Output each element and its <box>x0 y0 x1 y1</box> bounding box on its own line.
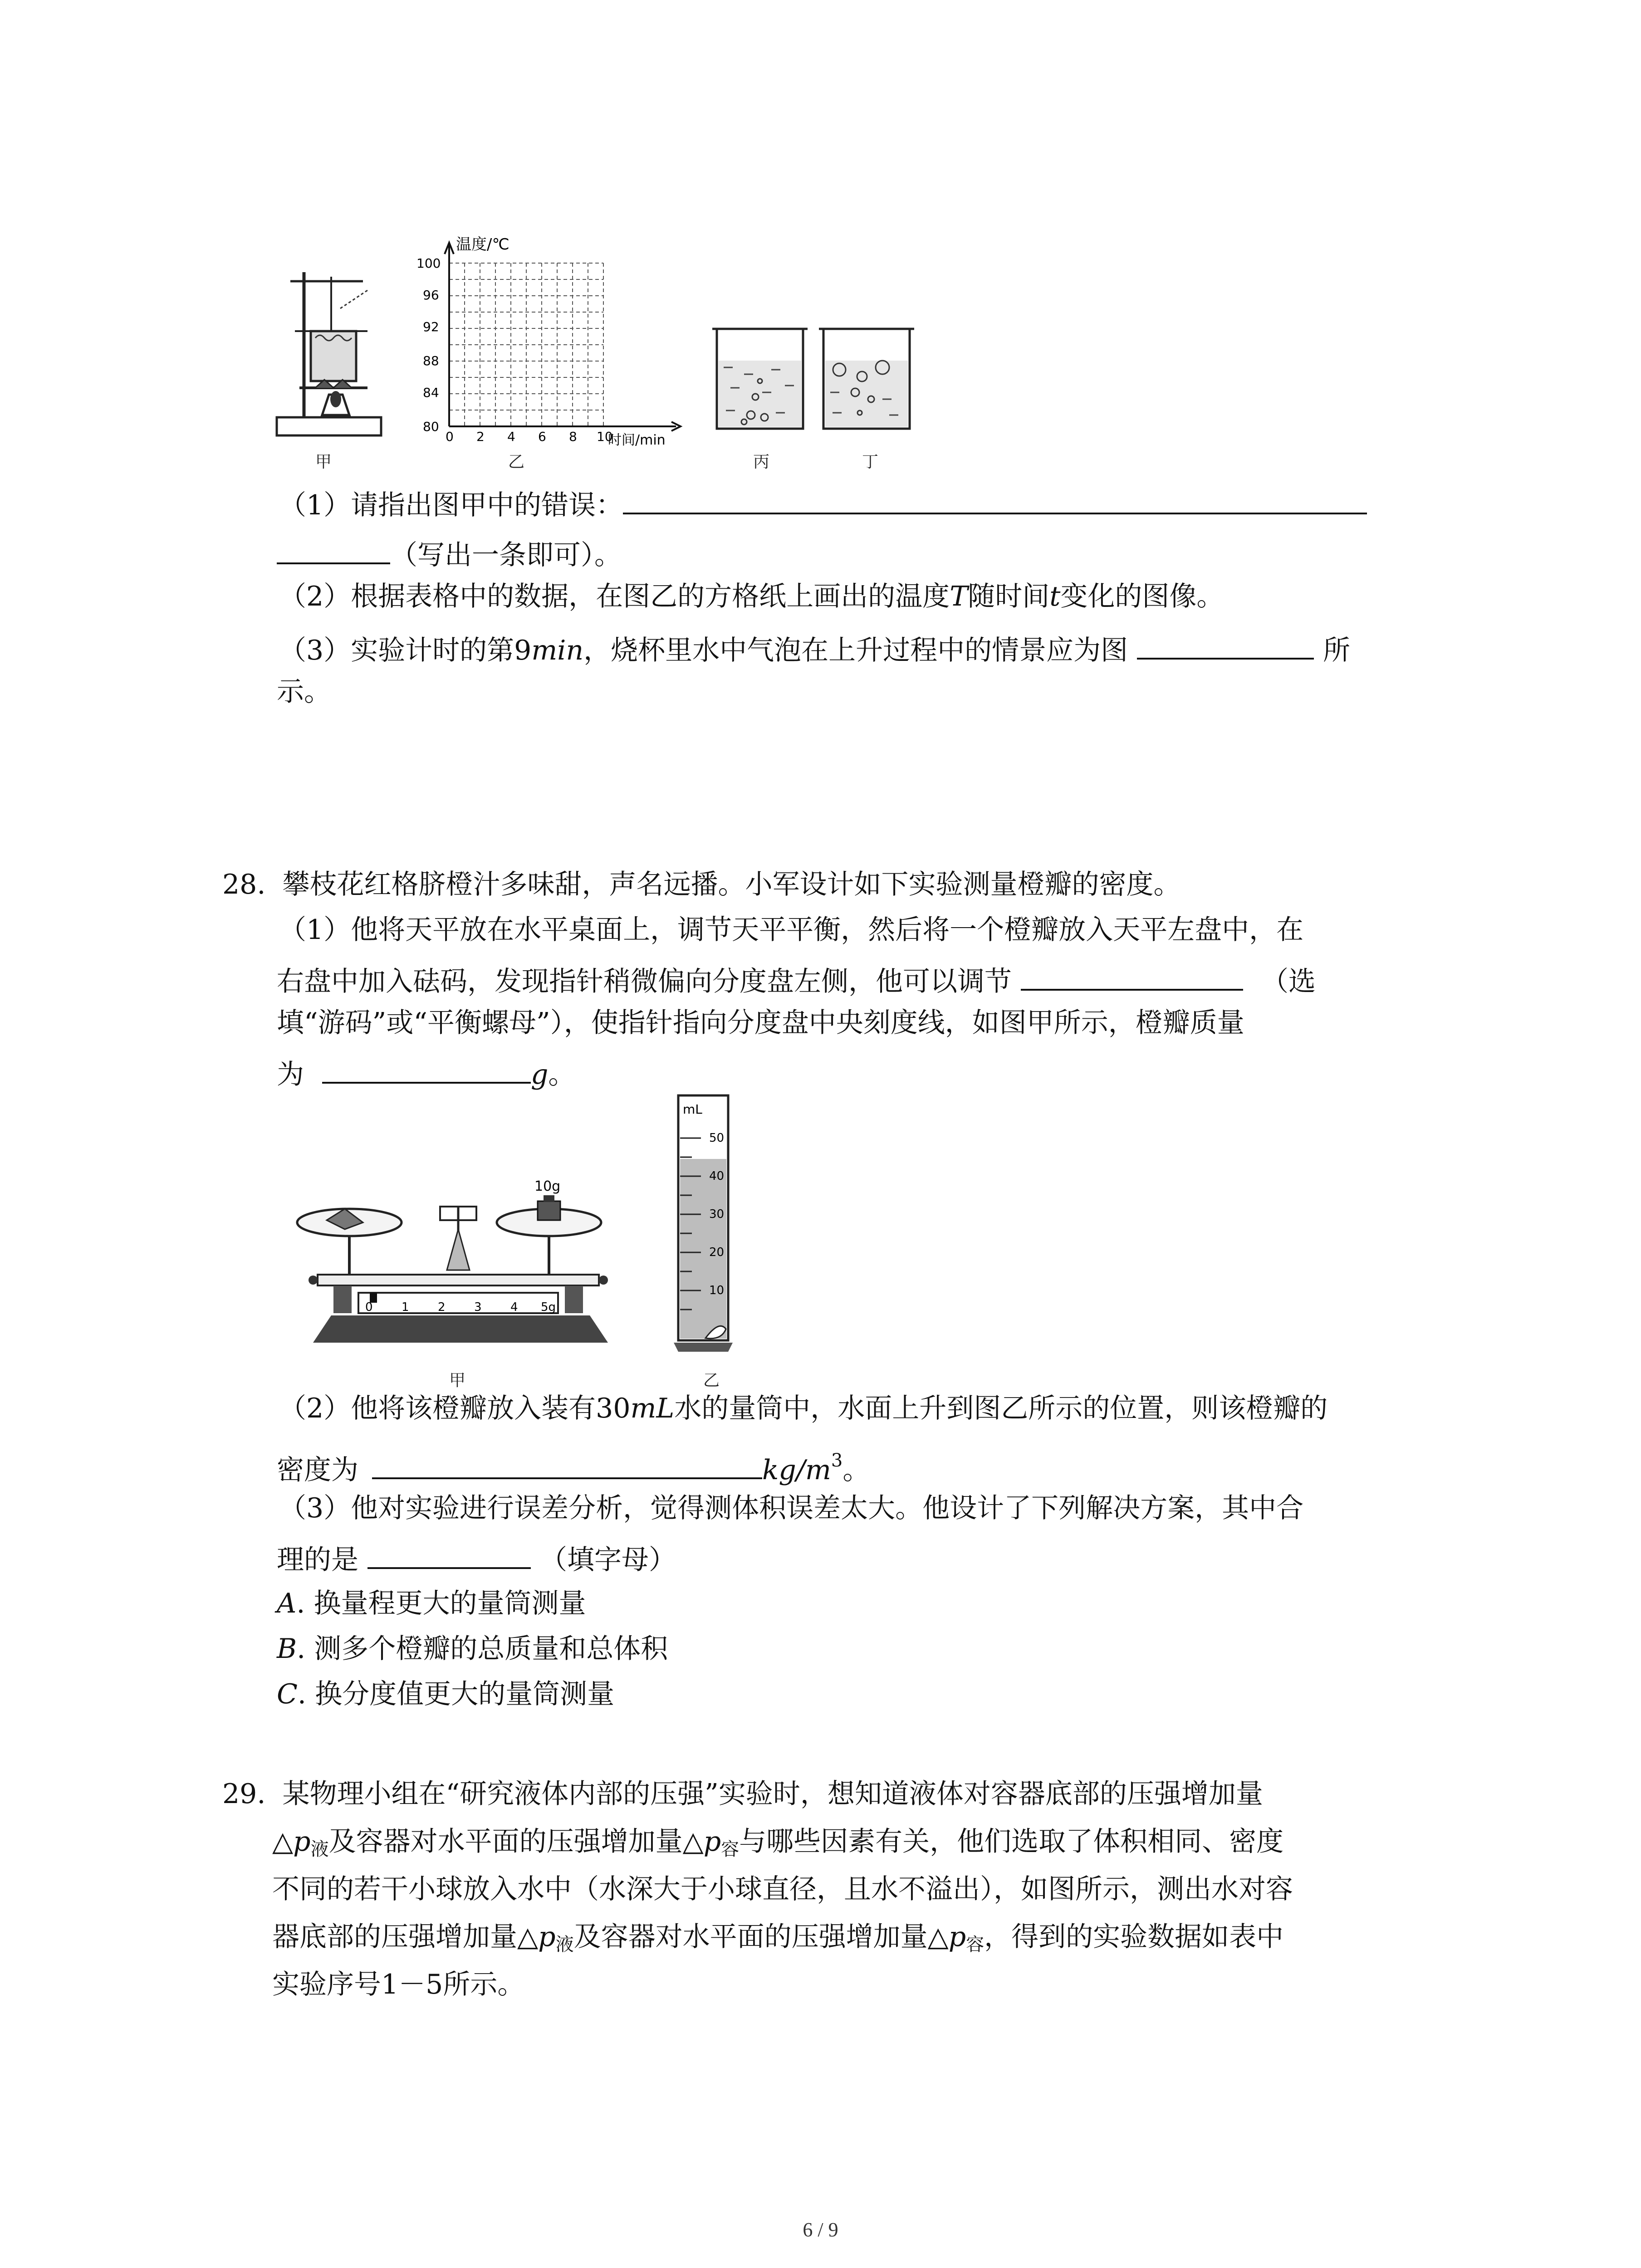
y-tick-label: 80 <box>423 419 439 434</box>
subscript: 容 <box>966 1934 985 1955</box>
var-T: T <box>950 581 968 612</box>
subscript: 液 <box>555 1934 574 1955</box>
q28-option-b[interactable] <box>277 1628 668 1669</box>
q29-text: 某物理小组在“研究液体内部的压强”实验时，想知道液体对容器底部的压强增加量 <box>282 1778 1263 1810</box>
q28-part3-text: （填字母） <box>540 1544 676 1576</box>
grid-lines <box>449 263 603 426</box>
q29-line1 <box>222 1774 1263 1814</box>
fig-apparatus-jia <box>272 263 390 445</box>
q28-part2-text: （2）他将该橙瓣放入装有30 <box>279 1393 631 1424</box>
q28-part2-text: 水的量筒中，水面上升到图乙所示的位置，则该橙瓣的 <box>674 1393 1328 1424</box>
q27-part3 <box>279 626 1350 671</box>
q27-part1-suffix: （写出一条即可）。 <box>390 539 622 571</box>
q28-part1-text: （选 <box>1261 966 1316 997</box>
q28-part3-text: 理的是 <box>277 1544 358 1576</box>
cylinder-tick: 40 <box>709 1169 725 1183</box>
q27-part3-text: ，烧杯里水中气泡在上升过程中的情景应为图 <box>583 635 1128 666</box>
unit-min: min <box>531 635 584 666</box>
x-tick-label: 4 <box>507 429 515 444</box>
delta-symbol: △ <box>272 1826 294 1857</box>
q28-part1-l3: 填“游码”或“平衡螺母”），使指针指向分度盘中央刻度线，如图甲所示，橙瓣质量 <box>277 1007 1244 1039</box>
scale-tick: 0 <box>365 1300 373 1314</box>
subscript: 液 <box>310 1839 329 1860</box>
q29-text: 及容器对水平面的压强增加量△ <box>328 1826 704 1857</box>
q28-part1-text: 。 <box>548 1059 576 1090</box>
q28-part3-l2 <box>277 1535 676 1580</box>
q28-option-c[interactable] <box>277 1674 614 1715</box>
option-letter: C <box>277 1678 298 1710</box>
caption-yi: 乙 <box>508 453 525 471</box>
y-tick-label: 84 <box>423 385 439 400</box>
caption-balance: 甲 <box>449 1371 466 1390</box>
answer-blank[interactable] <box>1137 626 1314 660</box>
option-text: . 测多个橙瓣的总质量和总体积 <box>297 1633 668 1665</box>
cylinder-tick: 50 <box>709 1131 725 1145</box>
weight-label: 10g <box>534 1178 561 1194</box>
q27-part3-text: 所 <box>1323 635 1351 666</box>
fig-cylinder-yi <box>669 1091 742 1354</box>
answer-blank[interactable] <box>372 1446 762 1479</box>
q29-line5: 实验序号1－5所示。 <box>272 1969 525 2000</box>
q28-part1-l1: （1）他将天平放在水平桌面上，调节天平平衡，然后将一个橙瓣放入天平左盘中，在 <box>279 914 1304 946</box>
y-tick-label: 88 <box>423 353 439 368</box>
answer-blank[interactable] <box>367 1535 531 1569</box>
cylinder-tick: 20 <box>709 1246 725 1259</box>
q28-part1-l2 <box>277 957 1316 1002</box>
x-axis-label: 时间/min <box>608 432 666 448</box>
scale-tick: 1 <box>402 1300 409 1314</box>
q29-line3: 不同的若干小球放入水中（水深大于小球直径，且水不溢出），如图所示，测出水对容 <box>272 1873 1293 1905</box>
q28-part3-l1: （3）他对实验进行误差分析，觉得测体积误差太大。他设计了下列解决方案，其中合 <box>279 1492 1304 1524</box>
y-tick-label: 92 <box>423 319 439 334</box>
q29-text: ，得到的实验数据如表中 <box>984 1921 1284 1953</box>
fig-temperature-grid <box>408 236 699 449</box>
option-letter: B <box>277 1633 297 1665</box>
x-tick-label: 10 <box>597 429 613 444</box>
q27-part3-cont: 示。 <box>277 676 331 708</box>
scale-tick: 2 <box>438 1300 446 1314</box>
option-text: . 换分度值更大的量筒测量 <box>297 1678 615 1710</box>
cylinder-tick: 10 <box>709 1284 725 1297</box>
y-tick-label: 96 <box>423 288 439 303</box>
caption-jia: 甲 <box>315 453 332 471</box>
scale-tick: 4 <box>510 1300 518 1314</box>
q28-part1-text: 右盘中加入砝码，发现指针稍微偏向分度盘左侧，他可以调节 <box>277 966 1012 997</box>
scale-tick: 3 <box>474 1300 482 1314</box>
var-p: p <box>538 1921 556 1953</box>
answer-blank[interactable] <box>1021 957 1243 991</box>
question-number: 29. <box>222 1778 266 1810</box>
fig-beaker-bing <box>708 324 812 438</box>
subscript: 容 <box>721 1839 740 1860</box>
q29-text: 及容器对水平面的压强增加量△ <box>573 1921 949 1953</box>
q27-part3-text: （3）实验计时的第9 <box>279 635 532 666</box>
q27-part2 <box>279 576 1224 617</box>
var-p: p <box>293 1826 311 1857</box>
q28-intro <box>222 864 1181 905</box>
unit-kg-m3: kg/m <box>762 1454 831 1486</box>
var-p: p <box>948 1921 966 1953</box>
x-tick-label: 2 <box>476 429 485 444</box>
q29-text: 器底部的压强增加量△ <box>272 1921 539 1953</box>
answer-blank[interactable] <box>277 531 390 564</box>
answer-blank[interactable] <box>623 481 1367 514</box>
cylinder-unit: mL <box>683 1102 702 1117</box>
q27-part2-text: 随时间 <box>968 581 1050 612</box>
scale-tick: 5g <box>541 1300 556 1314</box>
x-tick-label: 8 <box>569 429 577 444</box>
q29-text: 与哪些因素有关，他们选取了体积相同、密度 <box>739 1826 1284 1857</box>
q27-part1-cont <box>277 531 622 576</box>
unit-g: g <box>531 1059 549 1090</box>
fig-balance-jia <box>290 1178 635 1361</box>
q28-part1-l4 <box>277 1050 575 1095</box>
q29-line2 <box>272 1821 1283 1870</box>
q27-part1-text: （1）请指出图甲中的错误： <box>279 489 623 521</box>
unit-exponent: 3 <box>831 1450 843 1471</box>
y-tick-label: 100 <box>416 256 441 271</box>
q27-part1 <box>279 481 1367 526</box>
caption-ding: 丁 <box>862 453 879 471</box>
q27-part2-text: 变化的图像。 <box>1060 581 1224 612</box>
q28-intro-text: 攀枝花红格脐橙汁多味甜，声名远播。小军设计如下实验测量橙瓣的密度。 <box>282 869 1181 900</box>
q28-option-a[interactable] <box>277 1583 586 1624</box>
x-tick-label: 0 <box>446 429 454 444</box>
fig-beaker-ding <box>814 324 919 438</box>
unit-mL: mL <box>630 1393 675 1424</box>
var-t: t <box>1049 581 1061 612</box>
caption-cylinder: 乙 <box>703 1371 720 1390</box>
question-number: 28. <box>222 869 266 900</box>
option-text: . 换量程更大的量筒测量 <box>296 1588 586 1619</box>
option-letter: A <box>277 1588 297 1619</box>
x-tick-label: 6 <box>538 429 546 444</box>
answer-blank[interactable] <box>322 1050 531 1084</box>
page-number: 6 / 9 <box>803 2219 838 2241</box>
q29-line4 <box>272 1916 1283 1965</box>
q27-part2-text: （2）根据表格中的数据，在图乙的方格纸上画出的温度 <box>279 581 950 612</box>
q28-part2-text: 。 <box>843 1454 870 1486</box>
caption-bing: 丙 <box>753 453 770 471</box>
q28-part1-text: 为 <box>277 1059 304 1090</box>
y-axis-label: 温度/℃ <box>456 235 509 254</box>
q28-part2-text: 密度为 <box>277 1454 358 1486</box>
q28-part2-l1 <box>279 1388 1327 1429</box>
var-p: p <box>703 1826 721 1857</box>
q28-part2-l2 <box>277 1440 870 1491</box>
cylinder-tick: 30 <box>709 1207 725 1221</box>
